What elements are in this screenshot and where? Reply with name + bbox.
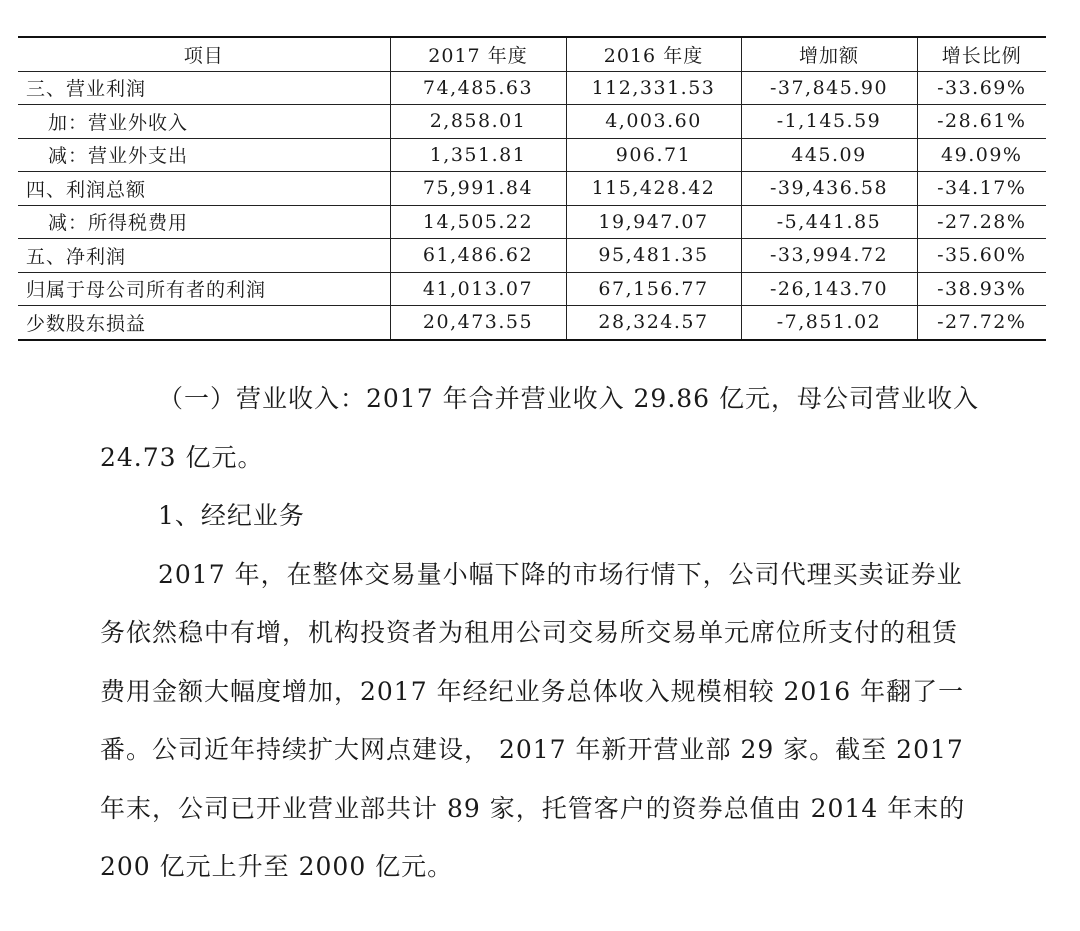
table-row [18, 138, 1046, 172]
cell-ratio: -38.93% [917, 272, 1046, 306]
header-2017: 2017 年度 [390, 37, 566, 71]
header-2016: 2016 年度 [566, 37, 741, 71]
cell-change: -7,851.02 [741, 306, 917, 340]
cell-ratio: -34.17% [917, 172, 1046, 206]
header-item: 项目 [18, 37, 390, 71]
table-body [18, 71, 1046, 340]
cell-2016: 19,947.07 [566, 205, 741, 239]
cell-2016: 4,003.60 [566, 105, 741, 139]
cell-2017: 41,013.07 [390, 272, 566, 306]
income-statement-table [18, 36, 1046, 341]
brokerage-paragraph: 2017 年，在整体交易量小幅下降的市场行情下，公司代理买卖证券业务依然稳中有增，机构投资者为租用公司交易所交易单元席位所支付的租赁费用金额大幅度增加，2017 年经纪业务总体收入规模相较 2016 年翻了一番。公司近年持续扩大网点建设， 2017 年新开营业部 29 家。截至 2017 年末，公司已开业营业部共计 89 家，托管客户的资券总值由 2014 年末的 200 亿元上升至 2000 亿元。 [100, 559, 966, 881]
cell-change: -39,436.58 [741, 172, 917, 206]
cell-ratio: 49.09% [917, 138, 1046, 172]
cell-2017: 61,486.62 [390, 239, 566, 273]
row-label: 少数股东损益 [18, 306, 390, 340]
row-label: 减：所得税费用 [18, 205, 390, 239]
cell-ratio: -27.72% [917, 306, 1046, 340]
header-change: 增加额 [741, 37, 917, 71]
row-label: 四、利润总额 [18, 172, 390, 206]
cell-2017: 20,473.55 [390, 306, 566, 340]
cell-change: 445.09 [741, 138, 917, 172]
cell-2017: 75,991.84 [390, 172, 566, 206]
subsection-heading-brokerage: 1、经纪业务 [158, 501, 305, 530]
cell-change: -37,845.90 [741, 71, 917, 105]
table-row [18, 272, 1046, 306]
table-header-row [18, 37, 1046, 71]
row-label: 三、营业利润 [18, 71, 390, 105]
cell-2017: 14,505.22 [390, 205, 566, 239]
table-row [18, 172, 1046, 206]
cell-change: -5,441.85 [741, 205, 917, 239]
cell-change: -33,994.72 [741, 239, 917, 273]
row-label: 加：营业外收入 [18, 105, 390, 139]
cell-ratio: -28.61% [917, 105, 1046, 139]
table-row [18, 239, 1046, 273]
cell-2016: 115,428.42 [566, 172, 741, 206]
income-table-container [18, 36, 1046, 341]
table-row [18, 71, 1046, 105]
cell-2016: 28,324.57 [566, 306, 741, 340]
cell-2017: 2,858.01 [390, 105, 566, 139]
cell-change: -1,145.59 [741, 105, 917, 139]
table-row [18, 105, 1046, 139]
cell-2017: 74,485.63 [390, 71, 566, 105]
cell-2016: 112,331.53 [566, 71, 741, 105]
row-label: 归属于母公司所有者的利润 [18, 272, 390, 306]
cell-ratio: -33.69% [917, 71, 1046, 105]
table-row [18, 306, 1046, 340]
row-label: 五、净利润 [18, 239, 390, 273]
row-label: 减：营业外支出 [18, 138, 390, 172]
header-ratio: 增长比例 [917, 37, 1046, 71]
cell-2016: 906.71 [566, 138, 741, 172]
body-text [100, 370, 980, 897]
table-row [18, 205, 1046, 239]
cell-change: -26,143.70 [741, 272, 917, 306]
cell-2016: 67,156.77 [566, 272, 741, 306]
cell-2016: 95,481.35 [566, 239, 741, 273]
cell-ratio: -35.60% [917, 239, 1046, 273]
section-heading-revenue: （一）营业收入：2017 年合并营业收入 29.86 亿元，母公司营业收入 24.73 亿元。 [100, 384, 980, 472]
cell-ratio: -27.28% [917, 205, 1046, 239]
cell-2017: 1,351.81 [390, 138, 566, 172]
